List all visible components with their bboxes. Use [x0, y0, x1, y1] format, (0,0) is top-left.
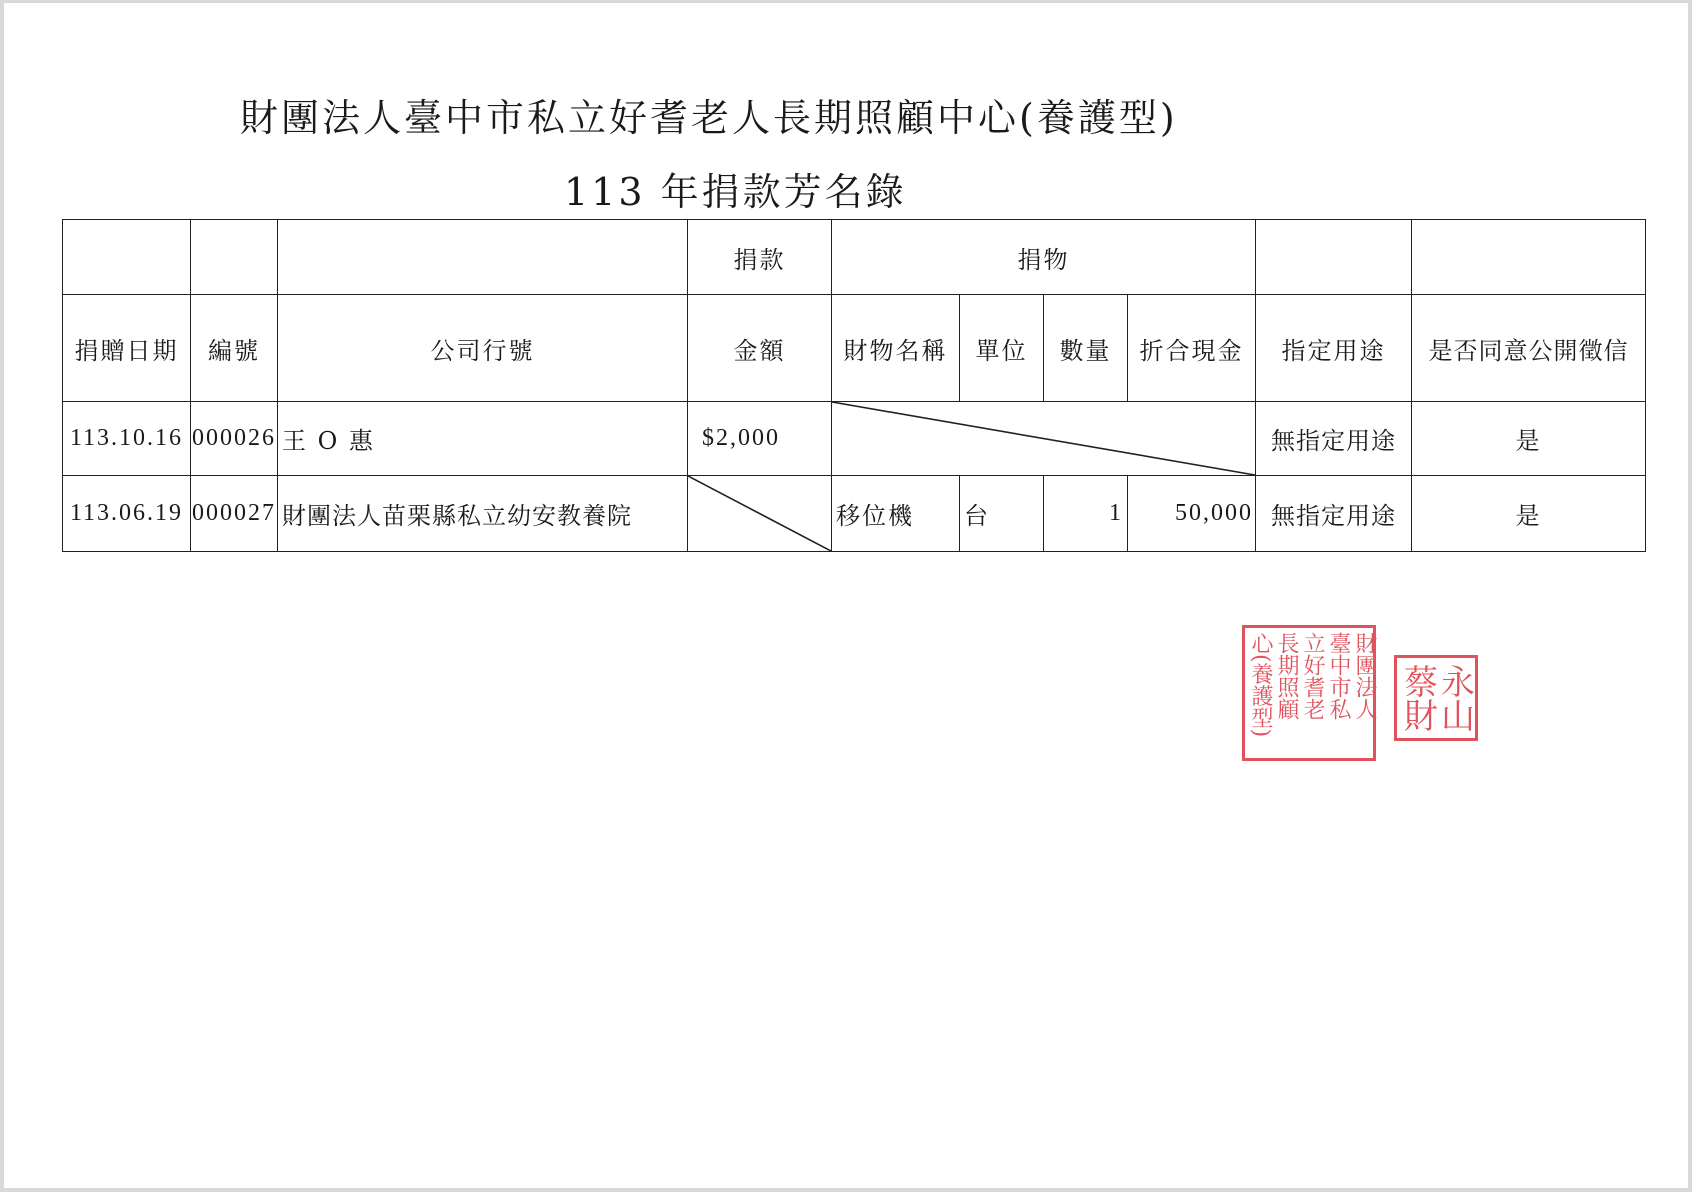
cash-group-header: 捐款 — [688, 220, 832, 295]
empty-header-cell — [1256, 220, 1412, 295]
row-item-name: 移位機 — [832, 476, 960, 552]
row-amount: $2,000 — [688, 402, 832, 476]
seal-text-column: 財團法人 — [1352, 632, 1377, 720]
header-id: 編號 — [191, 295, 278, 402]
empty-header-cell — [63, 220, 191, 295]
header-unit: 單位 — [960, 295, 1044, 402]
header-company: 公司行號 — [278, 295, 688, 402]
row-quantity: 1 — [1044, 476, 1128, 552]
empty-header-cell — [191, 220, 278, 295]
header-item-name: 財物名稱 — [832, 295, 960, 402]
table-row — [63, 402, 1646, 476]
row-public: 是 — [1412, 476, 1646, 552]
header-amount: 金額 — [688, 295, 832, 402]
seal-text-column: 立好耆老 — [1300, 632, 1325, 720]
diagonal-line — [688, 476, 831, 551]
header-date: 捐贈日期 — [63, 295, 191, 402]
seal-text-column: 長期照顧 — [1274, 632, 1299, 720]
diagonal-line — [832, 402, 1255, 475]
table-row — [63, 476, 1646, 552]
row-date: 113.10.16 — [63, 402, 191, 476]
amount-empty-diagonal — [688, 476, 832, 552]
donation-table — [62, 219, 1646, 552]
group-header-row — [63, 220, 1646, 295]
seal-text-column: 永山 — [1434, 664, 1475, 732]
document-page — [4, 3, 1688, 1188]
row-cash-value: 50,000 — [1128, 476, 1256, 552]
header-cash-value: 折合現金 — [1128, 295, 1256, 402]
row-id: 000027 — [191, 476, 278, 552]
document-subtitle: 113 年捐款芳名錄 — [564, 170, 907, 214]
empty-header-cell — [278, 220, 688, 295]
representative-seal — [1394, 655, 1478, 741]
organization-seal — [1242, 625, 1376, 761]
row-company: 財團法人苗栗縣私立幼安教養院 — [278, 476, 688, 552]
seal-text-column: 心(養護型) — [1248, 632, 1273, 738]
row-date: 113.06.19 — [63, 476, 191, 552]
header-quantity: 數量 — [1044, 295, 1128, 402]
goods-empty-diagonal — [832, 402, 1256, 476]
row-unit: 台 — [960, 476, 1044, 552]
row-id: 000026 — [191, 402, 278, 476]
row-company: 王 O 惠 — [278, 402, 688, 476]
goods-group-header: 捐物 — [832, 220, 1256, 295]
row-purpose: 無指定用途 — [1256, 476, 1412, 552]
column-header-row — [63, 295, 1646, 402]
seal-text-column: 臺中市私 — [1326, 632, 1351, 720]
document-title: 財團法人臺中市私立好耆老人長期照顧中心(養護型) — [240, 96, 1178, 140]
header-public: 是否同意公開徵信 — [1412, 295, 1646, 402]
empty-header-cell — [1412, 220, 1646, 295]
row-purpose: 無指定用途 — [1256, 402, 1412, 476]
row-public: 是 — [1412, 402, 1646, 476]
header-purpose: 指定用途 — [1256, 295, 1412, 402]
seal-text-column: 蔡財 — [1397, 664, 1438, 732]
